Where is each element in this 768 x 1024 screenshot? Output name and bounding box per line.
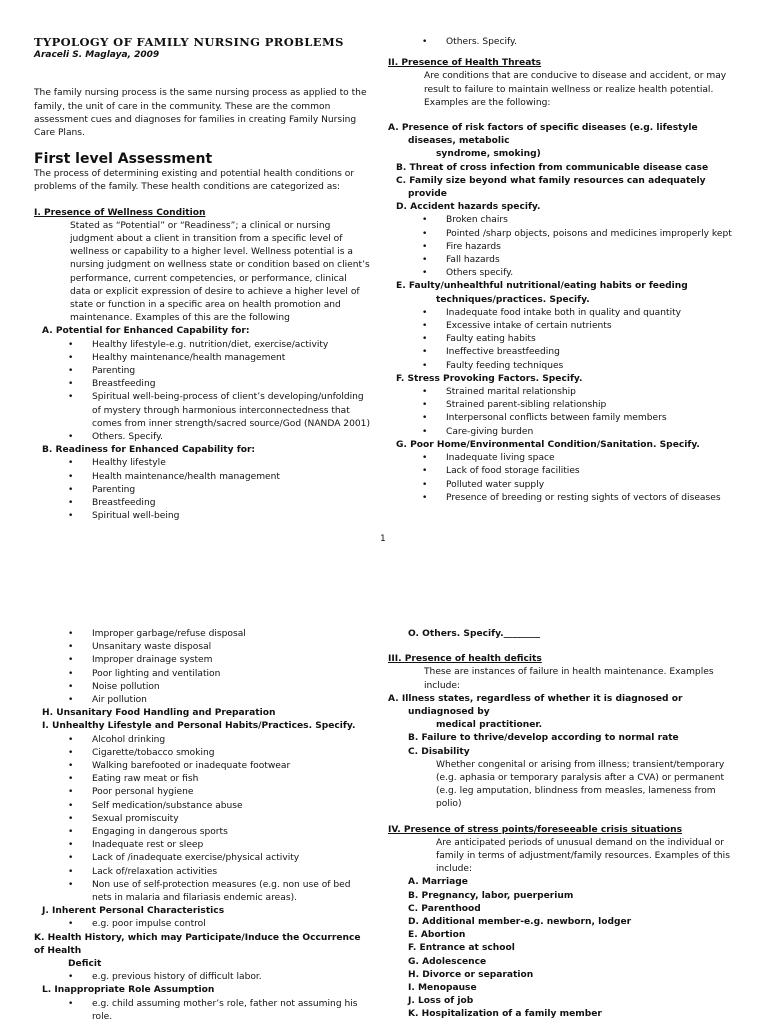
threats-k-line-cont: Deficit bbox=[68, 959, 102, 970]
threats-d-heading: D. Accident hazards specify. bbox=[396, 202, 541, 213]
threats-i-heading: I. Unhealthy Lifestyle and Personal Habits/Practices. Specify. bbox=[42, 721, 356, 732]
threats-f-list bbox=[388, 386, 740, 439]
list-item: C. Parenthood bbox=[408, 903, 481, 914]
threats-g-list bbox=[388, 452, 740, 505]
list-item: J. Loss of job bbox=[408, 996, 474, 1007]
list-item: • Eating raw meat or fish bbox=[92, 773, 370, 786]
list-item: • Fire hazards bbox=[446, 241, 740, 254]
list-item: A. Marriage bbox=[408, 877, 468, 888]
threats-text: Are conditions that are conducive to disease and accident, or may result to failure to maintain wellness or realize health potential. Examples are the following: bbox=[424, 71, 727, 108]
intro-paragraph: The family nursing process is the same nursing process as applied to the family, the unit of care in the community. These are the common assessment cues and diagnoses for families in creating Family Nursing Care Plans. bbox=[34, 88, 367, 139]
list-item: • Noise pollution bbox=[92, 681, 370, 694]
list-item: • Care-giving burden bbox=[446, 426, 740, 439]
threats-l-heading: L. Inappropriate Role Assumption bbox=[42, 985, 215, 996]
list-item: • Self medication/substance abuse bbox=[92, 800, 370, 813]
list-item: • Non use of self-protection measures (e.g. non use of bed nets in malaria and filariasis endemic areas). bbox=[92, 879, 370, 905]
stress-heading: IV. Presence of stress points/foreseeable crisis situations bbox=[388, 824, 683, 835]
list-item: • Strained marital relationship bbox=[446, 386, 740, 399]
list-item: • Inadequate living space bbox=[446, 452, 740, 465]
list-item: • Unsanitary waste disposal bbox=[92, 641, 370, 654]
list-item: • Inadequate food intake both in quality and quantity bbox=[446, 307, 740, 320]
threats-i-list bbox=[34, 734, 370, 906]
list-item: • Air pollution bbox=[92, 694, 370, 707]
list-item: • Faulty feeding techniques bbox=[446, 360, 740, 373]
threats-b-line: B. Threat of cross infection from communicable disease case bbox=[396, 162, 709, 173]
list-item: • Poor lighting and ventilation bbox=[92, 668, 370, 681]
deficits-a-line-cont: medical practitioner. bbox=[436, 720, 543, 731]
threats-c-line: C. Family size beyond what family resources can adequately provide bbox=[396, 175, 706, 200]
wellness-b-list-continued bbox=[388, 36, 740, 49]
list-item: • Others. Specify. bbox=[92, 431, 370, 444]
threats-j-list bbox=[34, 918, 370, 931]
page2-left-column bbox=[34, 628, 370, 1024]
threats-a-line-cont: syndrome, smoking) bbox=[436, 149, 541, 160]
list-item: • Strained parent-sibling relationship bbox=[446, 399, 740, 412]
threats-g-list-continued bbox=[34, 628, 370, 707]
list-item: • Excessive intake of certain nutrients bbox=[446, 320, 740, 333]
list-item: • Parenting bbox=[92, 365, 370, 378]
first-level-text: The process of determining existing and potential health conditions or problems of the family. These health conditions are categorized as: bbox=[34, 169, 355, 193]
threats-k-line: K. Health History, which may Participate/Induce the Occurrence of Health bbox=[34, 932, 361, 956]
list-item: • Health maintenance/health management bbox=[92, 471, 370, 484]
list-item: • Walking barefooted or inadequate footwear bbox=[92, 760, 370, 773]
list-item: • Spiritual well-being-process of client’s developing/unfolding of mystery through harmonious interconnectedness that comes from inner strength/sacred source/God (NANDA 2001) bbox=[92, 391, 370, 431]
list-item: B. Pregnancy, labor, puerperium bbox=[408, 890, 574, 901]
threats-e-list bbox=[388, 307, 740, 373]
list-item: • Presence of breeding or resting sights of vectors of diseases bbox=[446, 492, 740, 505]
list-item: • Spiritual well-being bbox=[92, 510, 370, 523]
list-item: F. Entrance at school bbox=[408, 943, 515, 954]
threats-a-line: A. Presence of risk factors of specific diseases (e.g. lifestyle diseases, metabolic bbox=[388, 123, 698, 147]
list-item: • Pointed /sharp objects, poisons and medicines improperly kept bbox=[446, 228, 740, 241]
deficits-b-line: B. Failure to thrive/develop according to normal rate bbox=[408, 733, 679, 744]
deficits-a-line: A. Illness states, regardless of whether it is diagnosed or undiagnosed by bbox=[388, 693, 683, 718]
deficits-c-line: C. Disability bbox=[408, 746, 470, 757]
list-item: • Others. Specify. bbox=[446, 36, 740, 49]
deficits-c-text: Whether congenital or arising from illness; transient/temporary (e.g. aphasia or temporary paralysis after a CVA) or permanent (e.g. leg amputation, blindness from measles, lameness from polio) bbox=[436, 759, 725, 810]
list-item: K. Hospitalization of a family member bbox=[408, 1009, 602, 1020]
list-item: • Healthy lifestyle-e.g. nutrition/diet, exercise/activity bbox=[92, 339, 370, 352]
list-item: • Lack of/relaxation activities bbox=[92, 866, 370, 879]
page1-right-column bbox=[388, 36, 740, 505]
list-item: • Sexual promiscuity bbox=[92, 813, 370, 826]
list-item: • Others specify. bbox=[446, 267, 740, 280]
threats-e-line-cont: techniques/practices. Specify. bbox=[436, 294, 590, 305]
list-item: • Cigarette/tobacco smoking bbox=[92, 747, 370, 760]
list-item: • Poor personal hygiene bbox=[92, 786, 370, 799]
list-item: G. Adolescence bbox=[408, 956, 487, 967]
list-item: D. Additional member-e.g. newborn, lodger bbox=[408, 917, 632, 928]
wellness-a-list bbox=[34, 339, 370, 445]
list-item: • Breastfeeding bbox=[92, 497, 370, 510]
list-item: • Engaging in dangerous sports bbox=[92, 826, 370, 839]
list-item: • Improper garbage/refuse disposal bbox=[92, 628, 370, 641]
threats-g-heading: G. Poor Home/Environmental Condition/Sanitation. Specify. bbox=[396, 439, 700, 450]
threats-f-heading: F. Stress Provoking Factors. Specify. bbox=[396, 373, 583, 384]
list-item: • Interpersonal conflicts between family members bbox=[446, 412, 740, 425]
threats-j-heading: J. Inherent Personal Characteristics bbox=[42, 906, 225, 917]
threats-heading: II. Presence of Health Threats bbox=[388, 58, 542, 69]
page-number: 1 bbox=[380, 534, 386, 544]
list-item: • Faulty eating habits bbox=[446, 333, 740, 346]
document-title: TYPOLOGY OF FAMILY NURSING PROBLEMS bbox=[34, 35, 344, 49]
list-item: • e.g. poor impulse control bbox=[92, 918, 370, 931]
list-item: E. Abortion bbox=[408, 930, 466, 941]
threats-e-line: E. Faulty/unhealthful nutritional/eating habits or feeding bbox=[396, 281, 688, 292]
deficits-text: These are instances of failure in health maintenance. Examples include: bbox=[424, 667, 714, 691]
list-item: • Breastfeeding bbox=[92, 378, 370, 391]
list-item: • Lack of food storage facilities bbox=[446, 465, 740, 478]
list-item: • Polluted water supply bbox=[446, 479, 740, 492]
first-level-heading: First level Assessment bbox=[34, 151, 213, 168]
list-item: • Lack of /inadequate exercise/physical activity bbox=[92, 852, 370, 865]
wellness-b-heading: B. Readiness for Enhanced Capability for: bbox=[42, 445, 256, 456]
list-item: • Broken chairs bbox=[446, 214, 740, 227]
list-item: • Ineffective breastfeeding bbox=[446, 346, 740, 359]
list-item: • Alcohol drinking bbox=[92, 734, 370, 747]
list-item: • Fall hazards bbox=[446, 254, 740, 267]
list-item: I. Menopause bbox=[408, 983, 477, 994]
list-item: • Improper drainage system bbox=[92, 654, 370, 667]
page2-right-column bbox=[388, 628, 740, 1022]
wellness-text: Stated as “Potential” or “Readiness”; a clinical or nursing judgment about a client in transition from a specific level of wellness or capability to a higher level. Wellness potential is a nursing judgment on wellness state or condition based on client’s performance, current competencies, or performance, clinical data or explicit expression of desire to achieve a higher level of state or function in a specific area on health promotion and maintenance. Examples of this are the following bbox=[70, 220, 370, 324]
list-item: • Parenting bbox=[92, 484, 370, 497]
list-item: • Inadequate rest or sleep bbox=[92, 839, 370, 852]
list-item: • e.g. previous history of difficult labor. bbox=[92, 971, 370, 984]
stress-list bbox=[388, 876, 740, 1021]
document-author: Araceli S. Maglaya, 2009 bbox=[34, 50, 160, 61]
deficits-heading: III. Presence of health deficits bbox=[388, 654, 542, 665]
list-item: • Healthy maintenance/health management bbox=[92, 352, 370, 365]
list-item: • Healthy lifestyle bbox=[92, 457, 370, 470]
wellness-a-heading: A. Potential for Enhanced Capability for: bbox=[42, 326, 250, 337]
list-item: H. Divorce or separation bbox=[408, 969, 534, 980]
threats-o-line: O. Others. Specify.________ bbox=[408, 629, 541, 639]
threats-l-list bbox=[34, 998, 370, 1024]
list-item: • e.g. child assuming mother’s role, father not assuming his role. bbox=[92, 998, 370, 1024]
threats-h-heading: H. Unsanitary Food Handling and Preparation bbox=[42, 708, 276, 719]
page1-left-column bbox=[34, 36, 370, 524]
stress-text: Are anticipated periods of unusual demand on the individual or family in terms of adjustment/family resources. Examples of this include: bbox=[436, 837, 730, 875]
threats-d-list bbox=[388, 214, 740, 280]
threats-k-list bbox=[34, 971, 370, 984]
wellness-b-list bbox=[34, 457, 370, 523]
wellness-heading: I. Presence of Wellness Condition bbox=[34, 207, 206, 218]
